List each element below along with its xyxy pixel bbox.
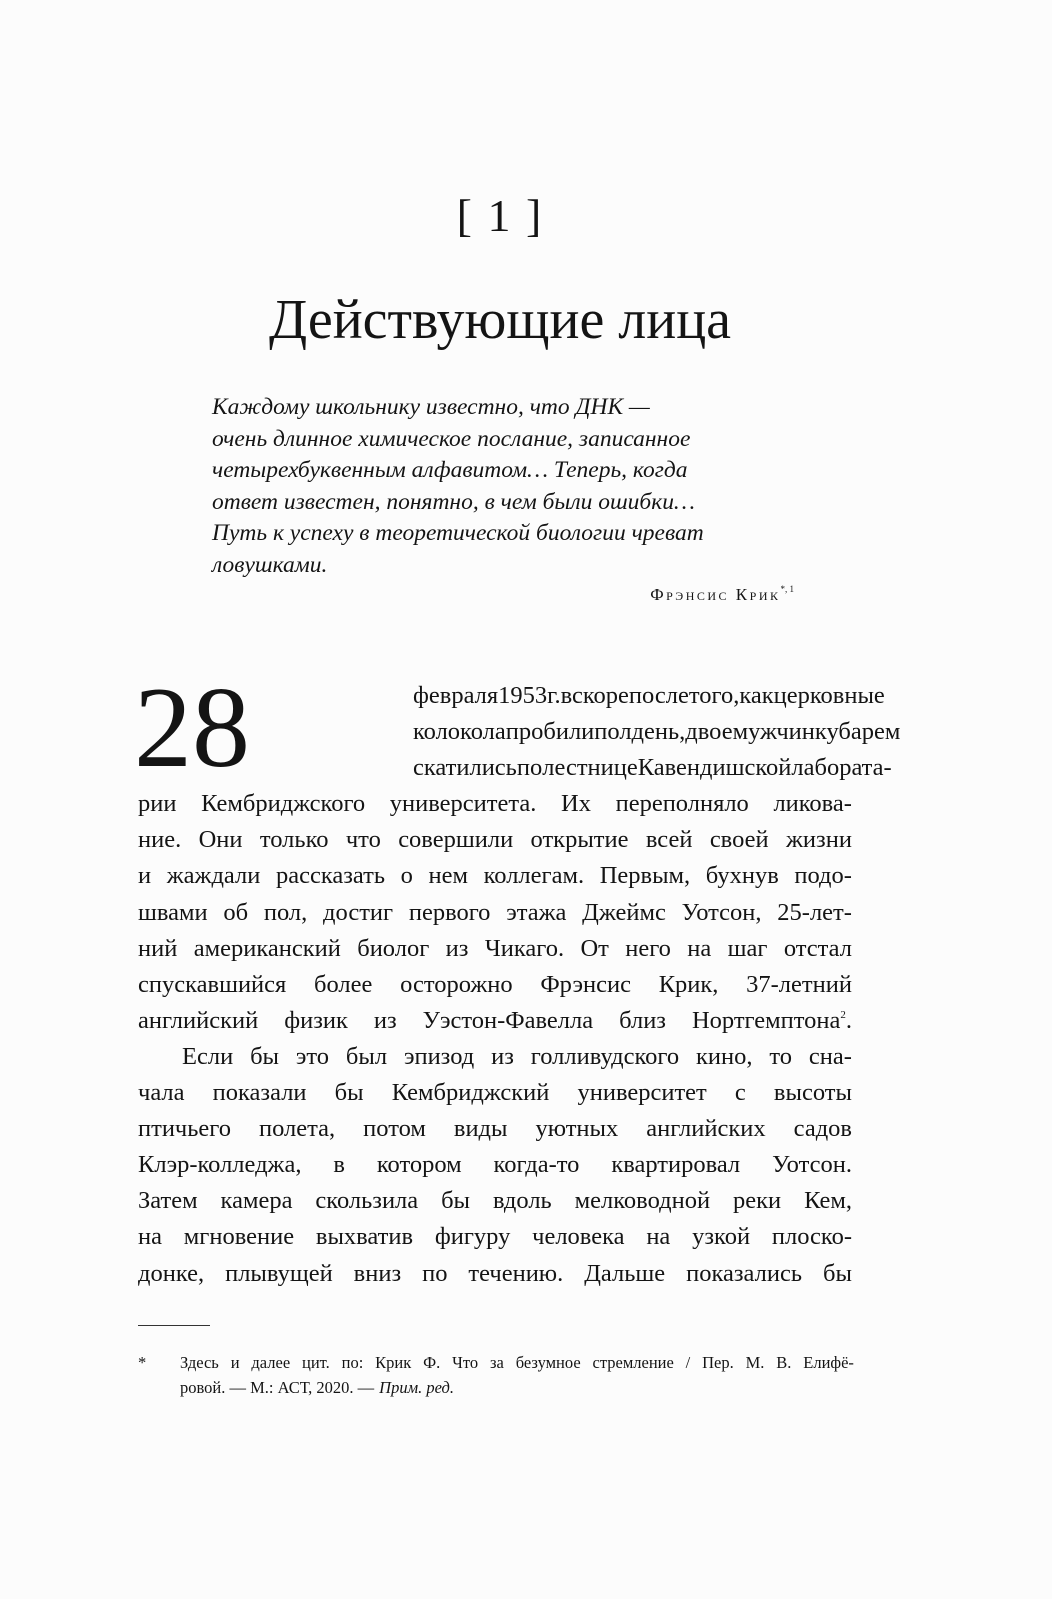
word: первого xyxy=(408,898,491,926)
chapter-number: [ 1 ] xyxy=(456,190,544,241)
word: Нортгемптона$^2$. xyxy=(691,1006,852,1034)
word: только xyxy=(259,826,329,854)
word: показались xyxy=(686,1259,803,1287)
word: пробили xyxy=(505,718,595,746)
word: с xyxy=(734,1079,746,1107)
word: ний xyxy=(138,934,178,962)
word: английский xyxy=(138,1006,259,1034)
word: камера xyxy=(220,1187,293,1215)
word: 1953 xyxy=(498,682,548,709)
word: полета, xyxy=(259,1115,336,1143)
word: бы xyxy=(334,1079,364,1107)
word: нем xyxy=(428,862,469,890)
text-line xyxy=(138,786,852,822)
word: Чикаго. xyxy=(484,934,565,962)
word: Кембриджского xyxy=(201,790,366,818)
text-line xyxy=(138,1111,852,1147)
epigraph-author xyxy=(212,584,794,605)
word: того, xyxy=(688,682,740,709)
text-line xyxy=(138,714,901,750)
word: церковные xyxy=(773,682,885,709)
word: Крик xyxy=(375,1353,412,1372)
word: Их xyxy=(561,790,591,818)
word: биолог xyxy=(357,934,430,962)
word: М. xyxy=(745,1353,765,1372)
word: близ xyxy=(619,1006,666,1034)
word: него xyxy=(625,934,671,962)
word: потом xyxy=(363,1115,426,1143)
word: осторожно xyxy=(400,970,513,998)
drop-cap: 28 xyxy=(134,664,250,792)
text-line xyxy=(138,678,885,714)
footnote-divider xyxy=(138,1325,210,1326)
text-line xyxy=(138,858,852,894)
word: из xyxy=(491,1042,514,1070)
word: об xyxy=(223,898,249,926)
word: швами xyxy=(138,898,208,926)
word: мелководной xyxy=(574,1187,711,1215)
footnote xyxy=(138,1350,854,1400)
word: о xyxy=(400,862,413,890)
word: рассказать xyxy=(275,862,386,890)
text-line xyxy=(138,1219,852,1255)
text-line xyxy=(138,822,852,858)
text-line xyxy=(138,1039,852,1075)
text-line xyxy=(138,1075,852,1111)
word: скользила xyxy=(315,1187,419,1215)
word: От xyxy=(580,934,609,962)
word: по xyxy=(516,754,543,782)
word: плоско- xyxy=(771,1223,852,1251)
word: эпизод xyxy=(403,1042,475,1070)
word: Уэстон-Фавелла xyxy=(422,1006,594,1034)
word: лабората- xyxy=(791,754,892,782)
word: всей xyxy=(645,826,693,854)
word: на xyxy=(138,1223,162,1251)
word: плывущей xyxy=(225,1259,333,1287)
word: этажа xyxy=(506,898,567,926)
text-line xyxy=(138,967,852,1003)
word: Они xyxy=(198,826,243,854)
word: шаг xyxy=(727,934,768,962)
word: был xyxy=(345,1042,388,1070)
word: рии xyxy=(138,790,177,818)
epigraph-line: очень длинное химическое послание, записанное xyxy=(212,425,691,452)
word: жаждали xyxy=(166,862,261,890)
word: садов xyxy=(793,1115,852,1143)
word: цит. xyxy=(302,1353,330,1372)
footnote-line xyxy=(180,1375,854,1400)
word: Первым, xyxy=(599,862,691,890)
word: Фрэнсис xyxy=(540,970,632,998)
chapter-title: Действующие лица xyxy=(268,289,732,351)
word: вниз xyxy=(353,1259,402,1287)
word: бухнув xyxy=(705,862,779,890)
word: кубарем xyxy=(814,718,901,746)
word: Если xyxy=(182,1042,234,1070)
word: выхватив xyxy=(315,1223,414,1251)
word: уютных xyxy=(535,1115,619,1143)
word: университета. xyxy=(389,790,537,818)
footnote-line xyxy=(180,1350,854,1375)
word: американский xyxy=(193,934,341,962)
word: более xyxy=(314,970,373,998)
word: птичьего xyxy=(138,1115,231,1143)
word: Пер. xyxy=(702,1353,734,1372)
word: Кем, xyxy=(804,1187,852,1215)
word: ликова- xyxy=(773,790,852,818)
word: Затем xyxy=(138,1187,198,1215)
word: В. xyxy=(776,1353,792,1372)
word: английских xyxy=(646,1115,766,1143)
word: февраля xyxy=(413,682,499,709)
word: на xyxy=(646,1223,671,1251)
word: по xyxy=(422,1259,448,1287)
word: скатились xyxy=(413,754,517,782)
body-text xyxy=(138,678,901,1292)
word: ние. xyxy=(138,826,182,854)
word: котором xyxy=(376,1151,462,1179)
word: Ф. xyxy=(423,1353,441,1372)
word: из xyxy=(373,1006,397,1034)
text-line xyxy=(138,895,852,931)
word: лестнице xyxy=(542,754,638,782)
word: что xyxy=(345,826,381,854)
word: 25-лет- xyxy=(777,898,852,926)
word: достиг xyxy=(323,898,394,926)
word: Здесь xyxy=(180,1353,219,1372)
word: своей xyxy=(709,826,769,854)
text-line-with-ref xyxy=(138,1003,852,1039)
word: на xyxy=(687,934,712,962)
word: и xyxy=(138,862,152,890)
word: физик xyxy=(284,1006,348,1034)
text-line xyxy=(138,1147,852,1183)
word: квартировал xyxy=(611,1151,741,1179)
epigraph-line: четырехбуквенным алфавитом… Теперь, когда xyxy=(212,457,688,483)
word: в xyxy=(333,1151,345,1179)
word: Уотсон, xyxy=(681,898,762,926)
text-line xyxy=(138,1183,852,1219)
word: университет xyxy=(577,1079,707,1107)
text-line xyxy=(138,931,852,967)
word: переполняло xyxy=(615,790,749,818)
word: пол, xyxy=(263,898,308,926)
epigraph-line: Каждому школьнику известно, что ДНК — xyxy=(212,394,650,420)
word: донке, xyxy=(138,1259,205,1287)
epigraph-line: ответ известен, понятно, в чем были ошибки… xyxy=(212,488,695,515)
epigraph-line: ловушками. xyxy=(212,551,328,578)
word: мгновение xyxy=(183,1223,295,1251)
word: далее xyxy=(251,1353,291,1372)
word: жизни xyxy=(785,826,852,854)
word: колокола xyxy=(413,718,506,746)
word: показали xyxy=(212,1079,307,1107)
word: течению. xyxy=(468,1259,564,1287)
word: фигуру xyxy=(434,1223,511,1251)
word: когда-то xyxy=(493,1151,580,1179)
word: из xyxy=(445,934,469,962)
word: Джеймс xyxy=(582,898,666,926)
word: подо- xyxy=(794,862,852,890)
text-line xyxy=(138,1256,852,1292)
word: отстал xyxy=(783,934,852,962)
word: после xyxy=(628,682,689,709)
footnote-ref: 2 xyxy=(840,1008,846,1021)
word: Дальше xyxy=(584,1259,666,1287)
word: кино, xyxy=(695,1042,753,1070)
epigraph-author-refs: *, 1 xyxy=(780,584,794,594)
word: г. xyxy=(547,682,561,709)
word: стремление xyxy=(592,1353,674,1372)
word: реки xyxy=(733,1187,782,1215)
word: бы xyxy=(822,1259,852,1287)
word: виды xyxy=(453,1115,508,1143)
footnote-mark: * xyxy=(138,1353,147,1372)
word: по: xyxy=(341,1353,364,1372)
word: Уотсон. xyxy=(772,1151,852,1179)
epigraph-line: Путь к успеху в теоретической биологии чреват xyxy=(212,520,704,546)
word: спускавшийся xyxy=(138,970,287,998)
word: Клэр-колледжа, xyxy=(138,1151,302,1179)
word: двое xyxy=(685,718,733,746)
word: открытие xyxy=(530,826,629,854)
word: как xyxy=(739,682,774,709)
word: человека xyxy=(532,1223,625,1251)
word: полдень, xyxy=(594,718,686,746)
word: это xyxy=(295,1042,330,1070)
word: и xyxy=(230,1353,240,1372)
word: безумное xyxy=(515,1353,581,1372)
footnote-text xyxy=(180,1350,854,1400)
word: Елифё- xyxy=(803,1353,854,1372)
footnote-editor-note: Прим. ред. xyxy=(379,1378,455,1397)
word: за xyxy=(490,1353,504,1372)
word: / xyxy=(685,1353,691,1372)
word: бы xyxy=(250,1042,279,1070)
word: Крик, xyxy=(658,970,719,998)
word: Кембриджский xyxy=(391,1079,550,1107)
word: мужчин xyxy=(732,718,815,746)
word: узкой xyxy=(692,1223,751,1251)
word: совершили xyxy=(398,826,514,854)
word: бы xyxy=(441,1187,471,1215)
word: голливудского xyxy=(530,1042,680,1070)
word: высоты xyxy=(773,1079,852,1107)
footnote-line-text: ровой. — М.: АСТ, 2020. — xyxy=(180,1378,375,1397)
word: вдоль xyxy=(492,1187,552,1215)
word: вскоре xyxy=(560,682,629,709)
epigraph xyxy=(212,392,812,581)
word: чала xyxy=(138,1079,185,1107)
word: Кавендишской xyxy=(637,754,792,782)
word: Что xyxy=(452,1353,479,1372)
text-line xyxy=(138,750,892,786)
word: то xyxy=(769,1042,792,1070)
word: коллегам. xyxy=(483,862,585,890)
word: 37-летний xyxy=(746,970,852,998)
word: сна- xyxy=(808,1042,852,1070)
epigraph-author-name: Фрэнсис Крик xyxy=(650,585,781,604)
